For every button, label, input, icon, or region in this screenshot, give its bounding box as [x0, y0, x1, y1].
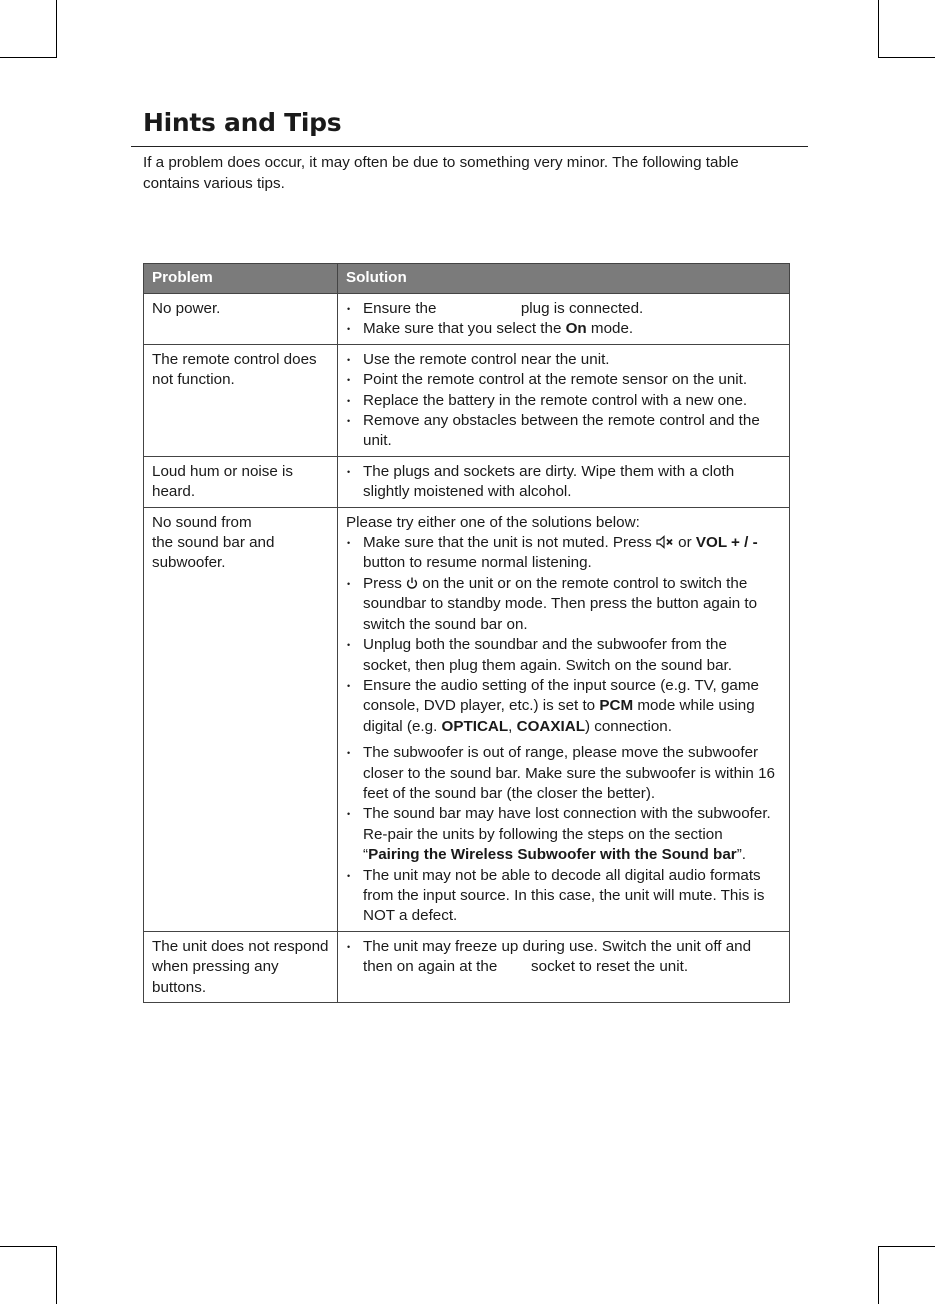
tips-table — [143, 263, 790, 1003]
solution-item — [346, 370, 781, 390]
solution-cell — [338, 931, 790, 1002]
solution-item — [346, 350, 781, 370]
solution-list — [346, 299, 781, 340]
solution-text: Make sure that the unit is not muted. Press — [363, 534, 656, 552]
problem-cell — [144, 344, 338, 456]
problem-cell — [144, 931, 338, 1002]
solution-text: Ensure the audio setting of the input source (e.g. TV, game console, DVD player, etc.) is set to — [363, 676, 764, 715]
crop-mark — [878, 1246, 935, 1247]
solution-text: button to resume normal listening. — [363, 534, 762, 572]
solution-text: on the unit or on the remote control to switch the soundbar to standby mode. Then press the button again to switch the sound bar on. — [363, 574, 762, 633]
solution-header: Solution — [338, 264, 790, 294]
intro-paragraph: If a problem does occur, it may often be due to something very minor. The following table contains various tips. — [143, 154, 739, 192]
table-row — [144, 294, 790, 345]
solution-cell — [338, 507, 790, 931]
solution-text: Point the remote control at the remote sensor on the unit. — [363, 371, 748, 389]
solution-item — [346, 319, 781, 339]
problem-cell — [144, 294, 338, 345]
solution-item — [346, 866, 781, 927]
solution-cell — [338, 344, 790, 456]
crop-mark — [56, 0, 57, 57]
solution-text: Unplug both the soundbar and the subwoofer from the socket, then plug them again. Switch on the sound bar. — [363, 636, 761, 674]
solution-text: mode while using digital (e.g. — [363, 697, 759, 735]
title-rule — [131, 146, 808, 147]
solution-item — [346, 391, 781, 411]
solution-text: Use the remote control near the unit. — [363, 350, 610, 368]
problem-text: The unit does not respond when pressing any buttons. — [152, 937, 329, 996]
solution-item — [346, 411, 781, 452]
solution-text: Make sure that you select the — [363, 320, 566, 338]
crop-mark — [0, 1246, 57, 1247]
page-title: Hints and Tips — [143, 108, 342, 137]
solution-list — [346, 937, 781, 978]
solution-list — [346, 350, 781, 452]
solution-item — [346, 533, 781, 574]
bold-term: OPTICAL — [441, 717, 509, 735]
solution-item — [346, 635, 781, 676]
solution-cell — [338, 294, 790, 345]
solution-text: , — [508, 717, 517, 735]
table-row — [144, 507, 790, 931]
solution-text: mode. — [586, 320, 634, 338]
problem-cell — [144, 507, 338, 931]
bold-term: On — [565, 320, 587, 338]
solution-item — [346, 676, 781, 737]
bold-term: COAXIAL — [516, 717, 585, 735]
solution-text: Ensure the plug is connected. — [363, 300, 644, 317]
problem-text: Loud hum or noise is heard. — [152, 462, 293, 501]
solution-text: The subwoofer is out of range, please move the subwoofer closer to the sound bar. Make sure the subwoofer is within 16 feet of the sound bar (the closer the better). — [363, 744, 780, 802]
table-row — [144, 344, 790, 456]
table-row — [144, 456, 790, 507]
crop-mark — [878, 1246, 879, 1304]
solution-text: Replace the battery in the remote control with a new one. — [363, 391, 748, 409]
solution-text: The unit may not be able to decode all digital audio formats from the input source. In this case, the unit will mute. This is NOT a defect. — [363, 866, 769, 925]
problem-text: No sound from the sound bar and subwoofer. — [152, 513, 275, 572]
crop-mark — [878, 0, 879, 57]
problem-text: The remote control does not function. — [152, 350, 317, 389]
bold-term: PCM — [599, 697, 634, 715]
solution-text: Press — [363, 574, 407, 592]
solution-item — [346, 574, 781, 635]
mute-speaker-icon — [656, 535, 674, 549]
bold-term: Pairing the Wireless Subwoofer with the Sound bar — [368, 846, 737, 864]
solution-item — [346, 743, 781, 804]
solution-list — [346, 462, 781, 503]
solution-text: Remove any obstacles between the remote control and the unit. — [363, 412, 765, 450]
solution-text: The unit may freeze up during use. Switch the unit off and then on again at the socket to reset the unit. — [363, 937, 756, 976]
solution-text: or — [673, 534, 696, 552]
crop-mark — [56, 1246, 57, 1304]
table-row — [144, 931, 790, 1002]
solution-item — [346, 937, 781, 978]
solution-text: The sound bar may have lost connection with the subwoofer. Re-pair the units by following the steps on the section “ — [363, 805, 776, 864]
power-icon — [406, 576, 418, 590]
solution-text: ”. — [736, 846, 746, 864]
solution-text: ) connection. — [584, 717, 672, 735]
problem-text: No power. — [152, 300, 221, 317]
tips-table-body — [144, 294, 790, 1003]
crop-mark — [878, 57, 935, 58]
bold-term: VOL + / - — [695, 534, 758, 552]
solution-intro: Please try either one of the solutions below: — [346, 513, 640, 531]
solution-list — [346, 533, 781, 927]
problem-cell — [144, 456, 338, 507]
table-header-row — [144, 264, 790, 294]
solution-text: The plugs and sockets are dirty. Wipe them with a cloth slightly moistened with alcohol. — [363, 462, 739, 501]
solution-cell — [338, 456, 790, 507]
crop-mark — [0, 57, 57, 58]
solution-item — [346, 804, 781, 865]
solution-item — [346, 299, 781, 319]
solution-item — [346, 462, 781, 503]
problem-header: Problem — [144, 264, 338, 294]
